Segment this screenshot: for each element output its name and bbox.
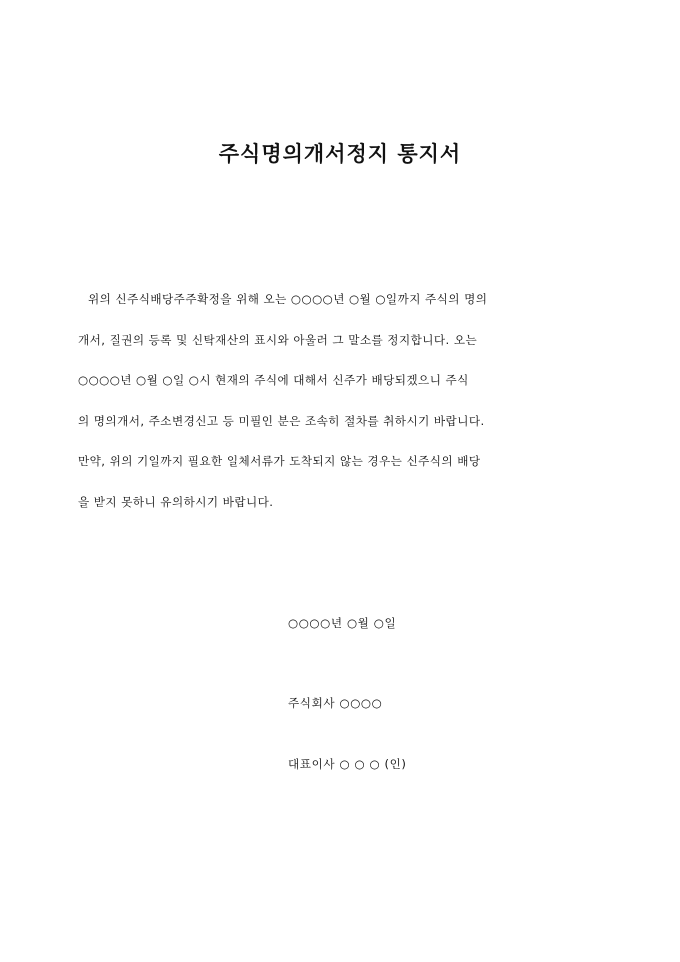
signature-ceo: 대표이사 ○ ○ ○ (인) [288,757,407,771]
signature-date: ○○○○년 ○월 ○일 [288,616,397,630]
signature-company: 주식회사 ○○○○ [288,696,383,710]
body-line-2: 개서, 질권의 등록 및 신탁재산의 표시와 아울러 그 말소를 정지합니다. 오는 [78,332,478,347]
body-line-1: 위의 신주식배당주주확정을 위해 오는 ○○○○년 ○월 ○일까지 주식의 명의 [88,292,488,306]
document-title: 주식명의개서정지 통지서 [218,141,462,166]
notice-body [78,290,608,534]
body-line-4: 의 명의개서, 주소변경신고 등 미필인 분은 조속히 절차를 취하시기 바랍니다. [78,413,485,428]
body-line-6: 을 받지 못하니 유의하시기 바랍니다. [78,494,274,509]
body-line-3: ○○○○년 ○월 ○일 ○시 현재의 주식에 대해서 신주가 배당되겠으니 주식 [78,373,469,388]
body-line-5: 만약, 위의 기일까지 필요한 일체서류가 도착되지 않는 경우는 신주식의 배당 [78,454,481,469]
